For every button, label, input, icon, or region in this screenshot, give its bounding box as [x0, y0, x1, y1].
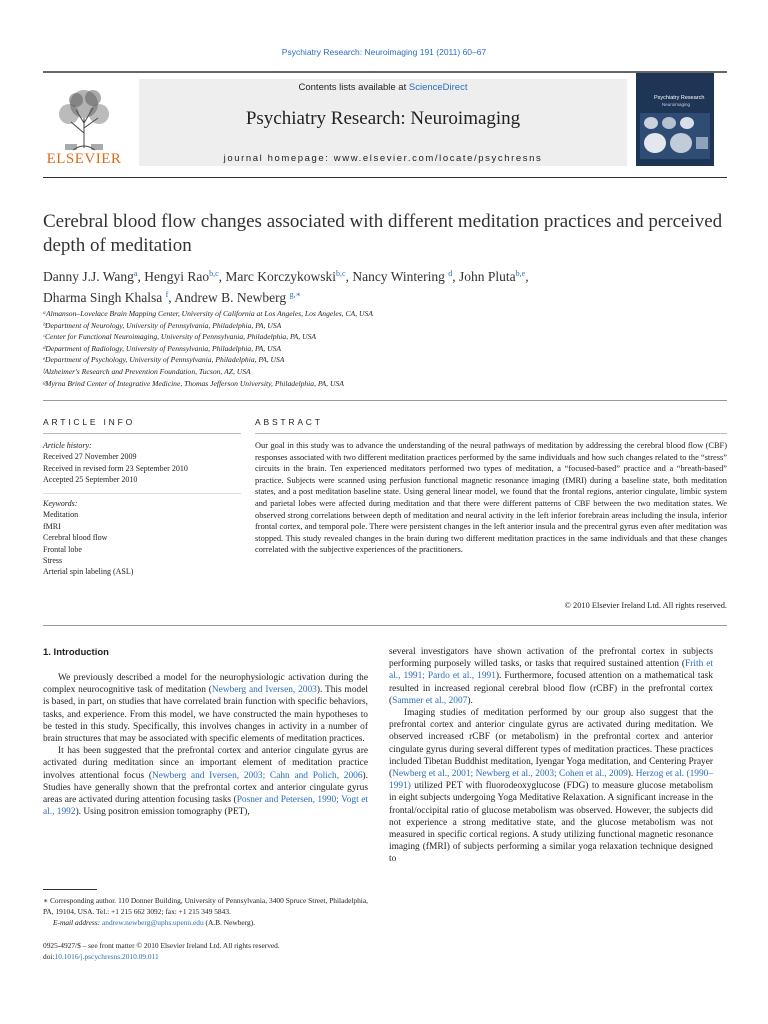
author-affiliation-mark[interactable]: f: [165, 290, 169, 299]
keyword: Arterial spin labeling (ASL): [43, 567, 134, 577]
citation-link[interactable]: Newberg et al., 2001; Newberg et al., 2003; Cohen et al., 2009: [392, 769, 628, 780]
affiliation: ᶠAlzheimer's Research and Prevention Foundation, Tucson, AZ, USA: [43, 366, 251, 376]
email-link[interactable]: andrew.newberg@uphs.upenn.edu: [102, 917, 204, 927]
affiliation: ᵃAlmanson–Lovelace Brain Mapping Center, University of California at Los Angeles, Los Angeles, CA, USA: [43, 309, 373, 318]
journal-cover-image: [636, 73, 714, 166]
header-rule: [43, 71, 727, 73]
affiliation: ᶜCenter for Functional Neuroimaging, University of Pennsylvania, Philadelphia, PA, USA: [43, 332, 317, 342]
copyright-notice: © 2010 Elsevier Ireland Ltd. All rights reserved.: [564, 601, 727, 610]
author[interactable]: John Pluta: [459, 269, 516, 284]
corresponding-author-mark[interactable]: g,∗: [289, 290, 301, 299]
article-info-rule: [43, 433, 241, 434]
citation-link[interactable]: Sammer et al., 2007: [392, 695, 468, 706]
author-affiliation-mark[interactable]: d: [448, 269, 453, 278]
keyword: Stress: [43, 556, 63, 566]
keyword: Frontal lobe: [43, 544, 82, 554]
body-column-right: [389, 646, 713, 866]
contents-line: [139, 82, 627, 93]
footnote-text: Corresponding author. 110 Donner Building, University of Pennsylvania, 3400 Spruce Street, Philadelphia, PA, 19104, USA. Tel.: +1 215 662 3092; fax: +1 215 349 5843.: [43, 896, 368, 916]
email-label: E-mail address:: [53, 917, 101, 927]
citation-link[interactable]: Newberg and Iversen, 2003; Cahn and Polich, 2006: [151, 770, 363, 781]
sciencedirect-link[interactable]: ScienceDirect: [408, 82, 468, 93]
affiliation-rule: [43, 400, 727, 401]
article-title: Cerebral blood flow changes associated with different meditation practices and perceived depth of meditation: [43, 211, 723, 256]
history-item: Received in revised form 23 September 2010: [43, 463, 188, 473]
keywords-label: Keywords:: [43, 499, 78, 508]
paragraph: Imaging studies of meditation performed by our group also suggest that the prefrontal cortex and anterior cingulate gyrus are activated during meditation. We observed increased rCBF (or metabolism) in the prefrontal cortex and anterior cingulate gyrus during several different types of meditation practices. These practices included Tibetan Buddhist meditation, Iyengar Yoga meditation, and Centering Prayer (Newberg et al., 2001; Newberg et al., 2003; Cohen et al., 2009). Herzog et al. (1990–1991) utilized PET with fluorodeoxyglucose (FDG) to measure glucose metabolism in eight subjects undergoing Yoga Meditative Relaxation. A significant increase in the frontal/occipital ratio of glucose metabolism was observed. However, the subjects did not experience a strong meditative state, and the glucose metabolism was not measured in specific cortical regions. A study utilizing functional magnetic resonance imaging (fMRI) of subjects performing a similar yoga relaxation technique designed to: [389, 708, 714, 865]
journal-title: Psychiatry Research: Neuroimaging: [245, 108, 521, 129]
author[interactable]: Marc Korczykowski: [225, 269, 337, 284]
history-item: Received 27 November 2009: [43, 452, 137, 462]
cover-figure: [640, 113, 710, 159]
author[interactable]: Danny J.J. Wang: [43, 269, 134, 284]
citation-link[interactable]: Herzog et al. (1990–1991): [389, 769, 714, 792]
footnote-marker: ∗: [43, 896, 49, 905]
banner-bottom-rule: [43, 177, 727, 178]
citation-link[interactable]: Posner and Petersen, 1990; Vogt et al., 1992: [43, 795, 368, 818]
cover-subtitle: Neuroimaging: [662, 102, 691, 107]
elsevier-logo: [43, 78, 125, 168]
elsevier-wordmark: ELSEVIER: [46, 151, 122, 167]
abstract-text: Our goal in this study was to advance the understanding of the neural pathways of meditation by addressing the cerebral blood flow (CBF) responses associated with two different meditation practices performed by the same individuals and how such changes related to the “stress” circuits in the brain. Ten experienced meditators performed two types of meditation, a “focused-based” practice and a “breath-based” practice. Subjects were scanned using perfusion functional magnetic resonance imaging (fMRI) during a baseline state, both meditation states, and a post meditation baseline state. Using general linear model, we found that the frontal regions, anterior cingulate, limbic system and parietal lobes were affected during meditation and that there were different patterns of CBF between the two meditation states. We observed strong correlations between depth of meditation and neural activity in the left inferior forebrain areas including the insula, inferior frontal cortex, and temporal pole. There were persistent changes in the left anterior insula and the precentral gyrus even after meditation was stopped. This study revealed changes in the brain during two different meditation practices in the same individuals and that these changes correlated with the subjective experiences of the practitioners.: [255, 441, 727, 555]
doi-line: doi:10.1016/j.pscychresns.2010.09.011: [43, 952, 159, 961]
history-label: Article history:: [43, 441, 92, 450]
affiliation: ᵈDepartment of Radiology, University of Pennsylvania, Philadelphia, PA, USA: [43, 343, 282, 353]
author[interactable]: Andrew B. Newberg: [174, 290, 287, 305]
keyword: Meditation: [43, 510, 79, 520]
article-info-heading: ARTICLE INFO: [43, 417, 136, 427]
affiliation: ᵉDepartment of Psychology, University of Pennsylvania, Philadelphia, PA, USA: [43, 355, 285, 365]
author-list: Danny J.J. Wang$^a$, Hengyi Rao$^{b,c}$, Marc Korczykowski$^{b,c}$, Nancy Wintering $^d$, John Pluta$^{b,e}$, Dharma Singh Khalsa $^f$, Andrew B. Newberg $^{g,∗}$: [43, 269, 529, 305]
abstract-end-rule: [43, 625, 727, 626]
keyword-list: [43, 498, 243, 578]
affiliation-list: [43, 308, 543, 389]
article-history: [43, 440, 243, 486]
cover-title: Psychiatry Research: [654, 95, 705, 101]
body-column-left: [43, 672, 368, 818]
author[interactable]: Dharma Singh Khalsa: [43, 290, 163, 305]
paragraph: We previously described a model for the neurophysiologic activation during the complex neurocognitive task of meditation (Newberg and Iversen, 2003). This model is based, in part, on studies that have correlated brain function with specific behaviors, tasks, and experience. From this model, we have constructed the main hypotheses to be tested in this study. Specifically, this involves changes in activity in a number of brain structures that may be associated with specific elements of meditation practices.: [43, 673, 368, 745]
footnote-rule: [43, 889, 97, 890]
author[interactable]: Hengyi Rao: [144, 269, 210, 284]
abstract-heading: ABSTRACT: [255, 417, 323, 427]
journal-citation-link[interactable]: Psychiatry Research: Neuroimaging 191 (2011) 60–67: [281, 47, 487, 57]
author-affiliation-mark[interactable]: a: [133, 269, 138, 278]
affiliation: ᵇDepartment of Neurology, University of Pennsylvania, Philadelphia, PA, USA: [43, 320, 282, 330]
citation-link[interactable]: Newberg and Iversen, 2003: [211, 685, 317, 696]
author-affiliation-mark[interactable]: b,c: [209, 269, 219, 278]
citation-link[interactable]: Frith et al., 1991; Pardo et al., 1991: [389, 659, 713, 682]
history-item: Accepted 25 September 2010: [43, 475, 138, 485]
abstract-rule: [255, 433, 727, 434]
email-suffix: (A.B. Newberg).: [203, 917, 256, 927]
section-heading-introduction: 1. Introduction: [43, 647, 109, 658]
journal-homepage[interactable]: journal homepage: www.elsevier.com/locate/psychresns: [223, 153, 543, 164]
author-affiliation-mark[interactable]: b,e: [515, 269, 526, 278]
keywords-rule: [43, 493, 241, 494]
front-matter-info: [43, 940, 373, 962]
contents-prefix: Contents lists available at: [298, 82, 409, 93]
corresponding-author-footnote: [43, 896, 368, 928]
issn-line: 0925-4927/$ – see front matter © 2010 Elsevier Ireland Ltd. All rights reserved.: [43, 941, 280, 950]
doi-link[interactable]: 10.1016/j.pscychresns.2010.09.011: [54, 952, 159, 961]
author-affiliation-mark[interactable]: b,c: [336, 269, 346, 278]
keyword: fMRI: [43, 521, 61, 531]
affiliation: ᵍMyrna Brind Center of Integrative Medicine, Thomas Jefferson University, Philadelphia, PA, USA: [43, 378, 344, 388]
paragraph: It has been suggested that the prefrontal cortex and anterior cingulate gyrus are activated during meditation since an important element of meditation practice involves attentional focus (Newberg and Iversen, 2003; Cahn and Polich, 2006). Studies have generally shown that the prefrontal cortex and anterior cingulate gyrus areas are activated during attention focusing tasks (Posner and Petersen, 1990; Vogt et al., 1992). Using positron emission tomography (PET),: [43, 746, 368, 818]
keyword: Cerebral blood flow: [43, 533, 108, 543]
paragraph: several investigators have shown activation of the prefrontal cortex in subjects performing purposely willed tasks, or tasks that required sustained attention (Frith et al., 1991; Pardo et al., 1991). Furthermore, focused attention on a mathematical task resulted in increased regional cerebral blood flow (rCBF) in the prefrontal cortex (Sammer et al., 2007).: [389, 647, 713, 706]
author[interactable]: Nancy Wintering: [352, 269, 445, 284]
